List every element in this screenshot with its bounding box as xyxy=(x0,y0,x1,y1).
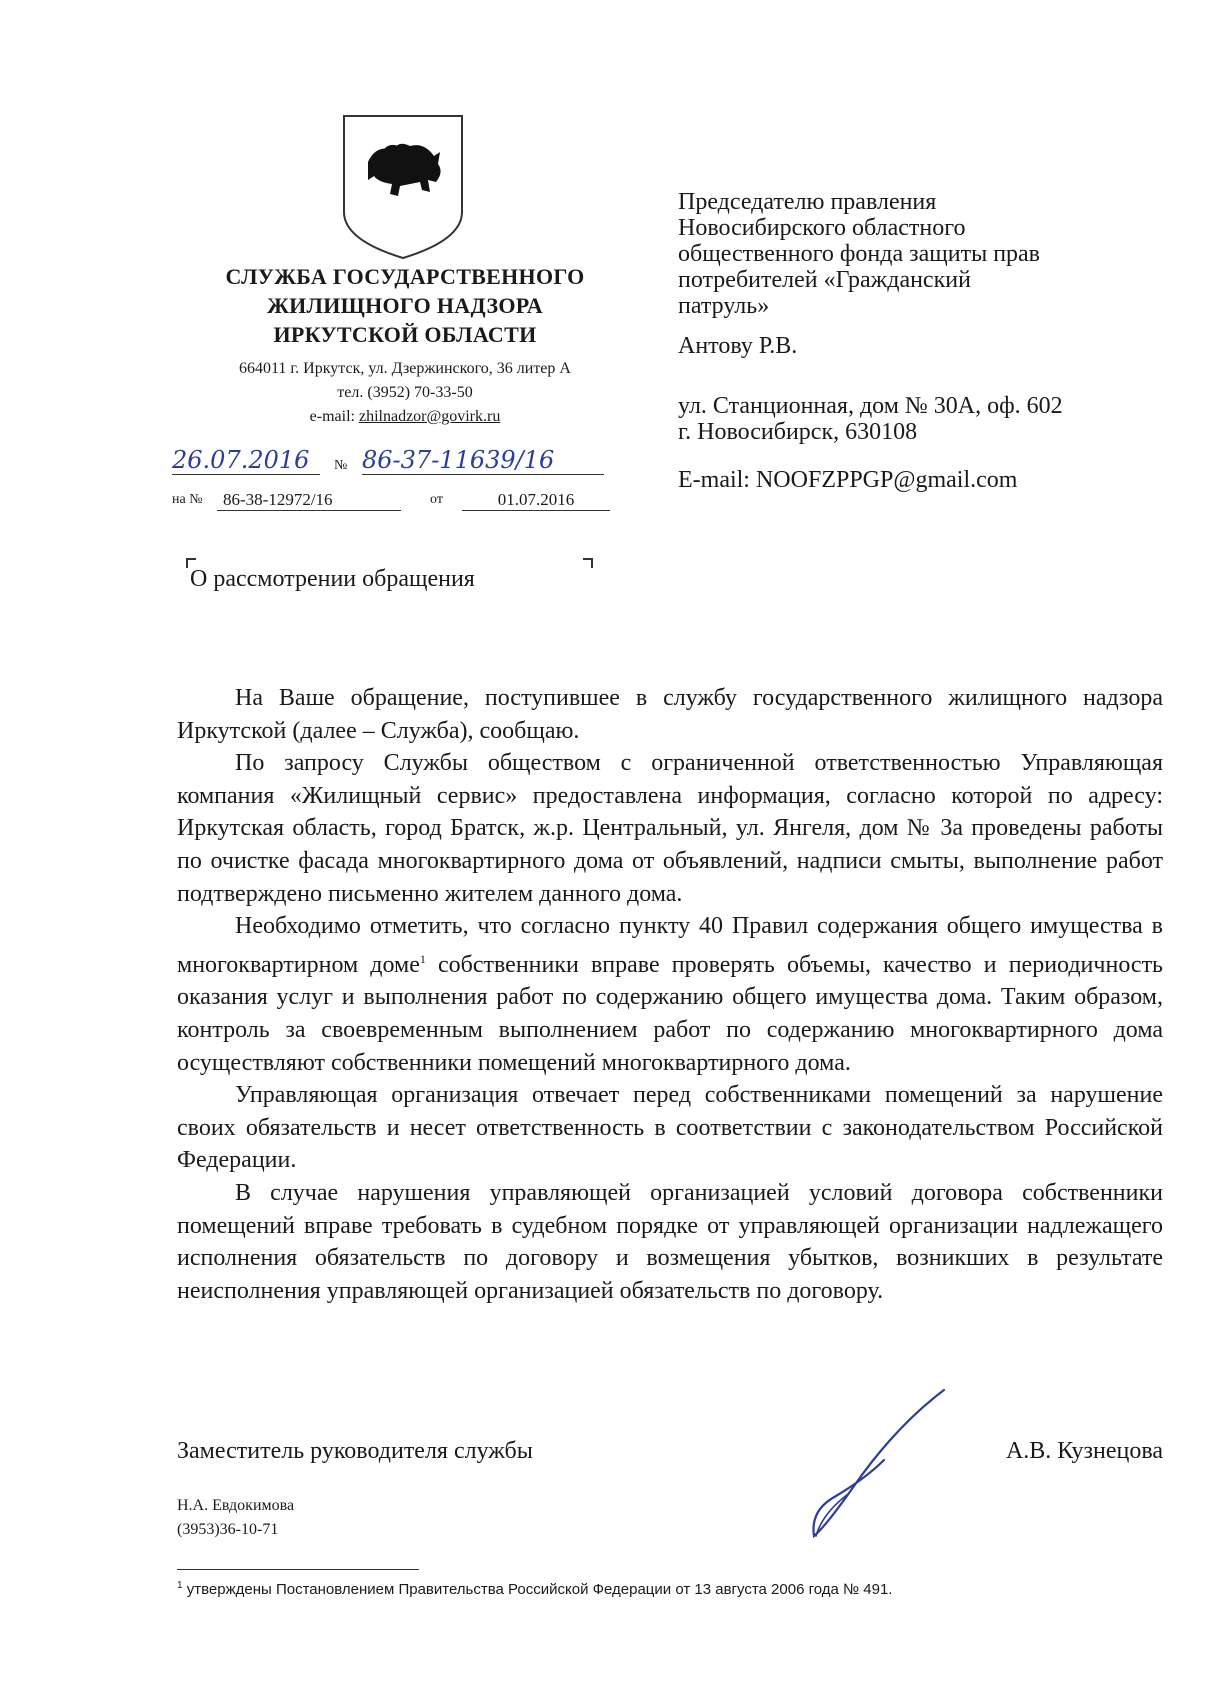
footnote-text: утверждены Постановлением Правительства Российской Федерации от 13 августа 2006 года № 491. xyxy=(182,1581,893,1598)
body-paragraph-3-part-a: Необходимо отметить, что согласно пункту 40 Правил содержания общего имущества в многоквартирном доме xyxy=(177,913,1163,978)
executor-name: Н.А. Евдокимова xyxy=(177,1497,295,1514)
org-phone: тел. (3952) 70-33-50 xyxy=(337,384,473,401)
footnote xyxy=(177,1580,892,1598)
footnote-ref: 1 xyxy=(419,951,426,966)
recipient-line2: Новосибирского областного xyxy=(678,215,966,241)
recipient-street: ул. Станционная, дом № 30А, оф. 602 xyxy=(678,393,1063,419)
org-email-label: e-mail: xyxy=(309,408,355,425)
ref-date: 01.07.2016 xyxy=(462,490,610,511)
handwritten-date: 26.07.2016 xyxy=(172,446,320,475)
letter-subject: О рассмотрении обращения xyxy=(190,566,475,592)
recipient-line3: общественного фонда защиты прав xyxy=(678,241,1041,267)
reference-line xyxy=(172,486,612,516)
letter-body xyxy=(177,682,1163,1307)
number-label: № xyxy=(334,458,348,473)
body-paragraph-3 xyxy=(177,910,1163,1079)
org-email-link[interactable]: zhilnadzor@govirk.ru xyxy=(358,408,501,425)
body-paragraph-2: По запросу Службы обществом с ограниченной ответственностью Управляющая компания «Жилищный сервис» предоставлена информация, согласно которой по адресу: Иркутская область, город Братск, ж.р. Центральный, ул. Янгеля, дом № 3а проведены работы по очистке фасада многоквартирного дома от объявлений, надписи смыты, выполнение работ подтверждено письменно жителем данного дома. xyxy=(177,750,1163,907)
recipient-line4: потребителей «Гражданский xyxy=(678,267,971,293)
body-paragraph-4: Управляющая организация отвечает перед собственниками помещений за нарушение своих обязательств и несет ответственность в соответствии с законодательством Российской Федерации. xyxy=(177,1082,1163,1174)
subject-corner-right xyxy=(583,558,593,568)
footnote-divider xyxy=(177,1569,419,1570)
ref-label: на № xyxy=(172,492,203,507)
recipient-line1: Председателю правления xyxy=(678,189,937,215)
recipient-email: E-mail: NOOFZPPGP@gmail.com xyxy=(678,467,1018,493)
org-name-line1: СЛУЖБА ГОСУДАРСТВЕННОГО xyxy=(225,264,585,289)
footnote-mark: 1 xyxy=(177,1580,183,1591)
org-name-line2: ЖИЛИЩНОГО НАДЗОРА xyxy=(267,293,543,318)
executor-phone: (3953)36-10-71 xyxy=(177,1521,279,1538)
body-paragraph-3-part-b: собственники вправе проверять объемы, качество и периодичность оказания услуг и выполнения работ по содержанию общего имущества дома. Таким образом, контроль за своевременным выполнением работ по содержанию многоквартирного дома осуществляют собственники помещений многоквартирного дома. xyxy=(177,951,1163,1076)
ref-from-label: от xyxy=(430,492,443,507)
body-paragraph-5: В случае нарушения управляющей организацией условий договора собственники помещений вправе требовать в судебном порядке от управляющей организации надлежащего исполнения обязательств по договору и возмещения убытков, возникших в результате неисполнения управляющей организацией обязательств по договору. xyxy=(177,1179,1163,1304)
recipient-block xyxy=(678,189,1198,493)
org-name-line3: ИРКУТСКОЙ ОБЛАСТИ xyxy=(273,322,537,347)
recipient-person: Антову Р.В. xyxy=(678,333,798,359)
org-address: 664011 г. Иркутск, ул. Дзержинского, 36 литер А xyxy=(239,360,571,377)
executor-info xyxy=(177,1494,294,1542)
ref-number: 86-38-12972/16 xyxy=(217,490,401,511)
recipient-line5: патруль» xyxy=(678,293,770,319)
sender-organization xyxy=(175,262,635,429)
org-email xyxy=(175,405,635,429)
registration-line xyxy=(172,446,612,480)
handwritten-signature-icon xyxy=(776,1386,956,1546)
coat-of-arms-icon xyxy=(338,112,468,262)
body-paragraph-1: На Ваше обращение, поступившее в службу государственного жилищного надзора Иркутской (далее – Служба), сообщаю. xyxy=(177,685,1163,744)
signatory-title: Заместитель руководителя службы xyxy=(177,1438,533,1464)
signatory-name: А.В. Кузнецова xyxy=(1005,1438,1163,1464)
handwritten-number: 86-37-11639/16 xyxy=(362,446,604,475)
recipient-city: г. Новосибирск, 630108 xyxy=(678,419,918,445)
